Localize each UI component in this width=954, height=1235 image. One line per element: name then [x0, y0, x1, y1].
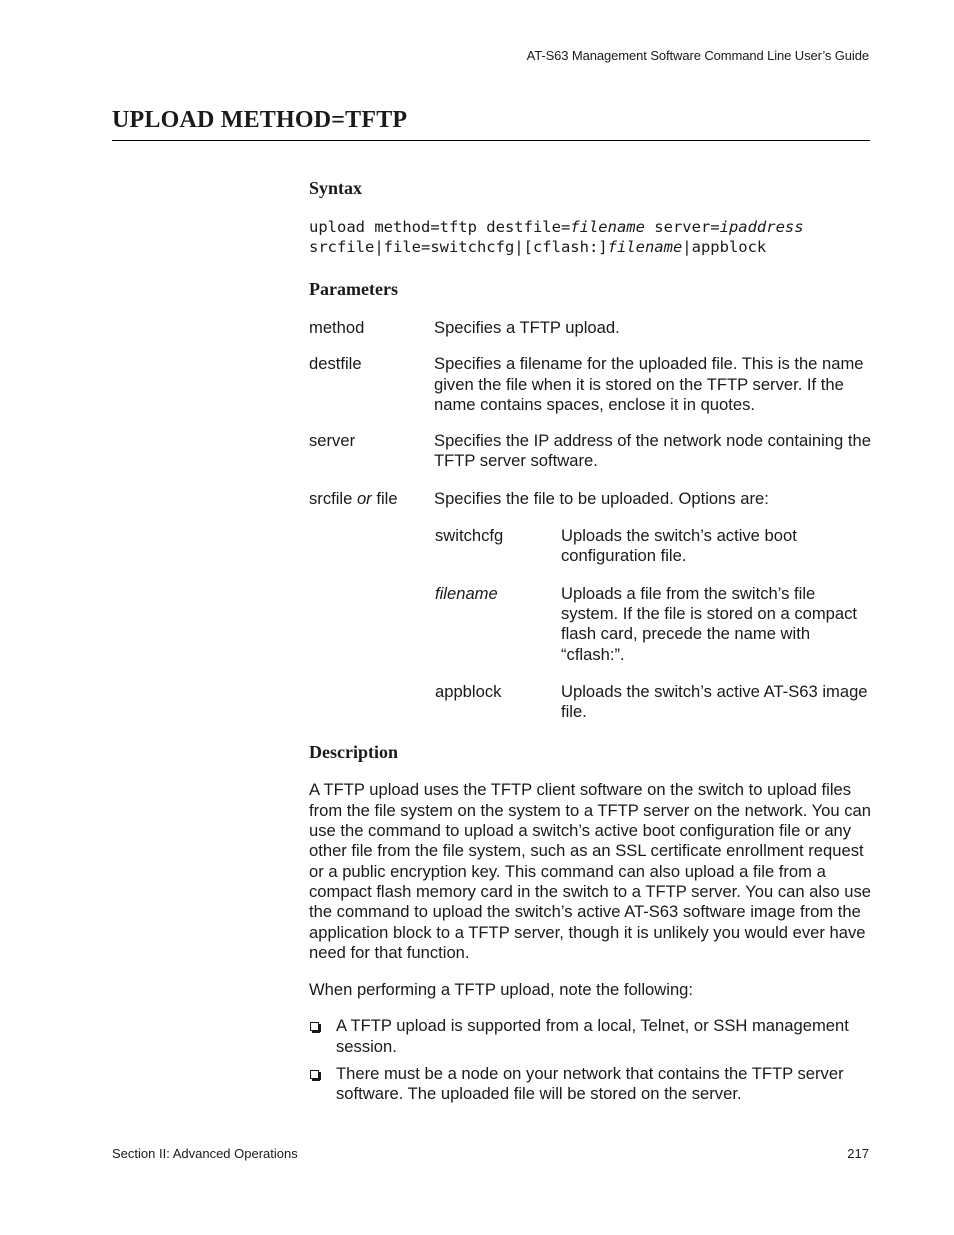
- syntax-line-2: [309, 237, 871, 257]
- param-destfile: [309, 354, 871, 415]
- param-method: [309, 318, 871, 338]
- param-desc: Specifies a filename for the uploaded file. This is the name given the file when it is stored on the TFTP server. If the name contains spaces, enclose it in quotes.: [434, 354, 864, 414]
- syntax-text: upload method=tftp destfile=: [309, 218, 571, 236]
- footer-page-number: 217: [847, 1146, 869, 1161]
- option-name: appblock: [435, 681, 502, 701]
- option-filename: [435, 584, 871, 665]
- syntax-text: |appblock: [682, 238, 767, 256]
- syntax-block: [309, 217, 871, 257]
- syntax-text: server=: [644, 218, 720, 236]
- param-name-or: or: [356, 488, 372, 508]
- description-paragraph: A TFTP upload uses the TFTP client software on the switch to upload files from the file system on the system to a TFTP server on the network. You can use the command to upload a switch’s active boot configuration file or any other file from the file system, such as an SSL certificate enrollment request or a public encryption key. This command can also upload a file from a compact flash memory card in the switch to a TFTP server. You can also use the command to upload the switch’s active AT-S63 software image from the application block to a TFTP server, though it is unlikely you would ever have need for that function.: [309, 780, 871, 962]
- syntax-param: filename: [607, 238, 683, 256]
- bullet-item: [309, 1064, 871, 1105]
- option-switchcfg: [435, 526, 871, 567]
- param-desc: Specifies the file to be uploaded. Options are:: [434, 488, 769, 508]
- option-desc: Uploads the switch’s active boot configuration file.: [561, 526, 797, 566]
- parameters-heading: Parameters: [309, 279, 398, 299]
- option-name: switchcfg: [435, 526, 504, 546]
- description-heading: Description: [309, 742, 398, 763]
- bullet-item: [309, 1016, 871, 1057]
- bullet-text: There must be a node on your network that contains the TFTP server software. The uploaded file will be stored on the server.: [336, 1064, 844, 1104]
- option-appblock: [435, 682, 871, 723]
- option-name: filename: [435, 583, 498, 603]
- param-name: destfile: [309, 354, 362, 374]
- title-rule: [112, 140, 870, 141]
- syntax-param: ipaddress: [719, 218, 804, 236]
- syntax-heading: Syntax: [309, 178, 363, 198]
- checkbox-bullet-icon: [310, 1070, 319, 1079]
- page-title: UPLOAD METHOD=TFTP: [112, 107, 408, 133]
- param-srcfile: [309, 489, 871, 509]
- param-server: [309, 431, 871, 472]
- param-desc: Specifies a TFTP upload.: [434, 318, 620, 337]
- bullet-text: A TFTP upload is supported from a local, Telnet, or SSH management session.: [336, 1016, 849, 1056]
- param-name: method: [309, 318, 365, 337]
- param-name-part: srcfile: [309, 488, 357, 508]
- param-name: [309, 489, 398, 509]
- description-paragraph: When performing a TFTP upload, note the following:: [309, 980, 694, 1000]
- syntax-text: srcfile|file=switchcfg|[cflash:]: [309, 238, 608, 256]
- param-desc: Specifies the IP address of the network node containing the TFTP server software.: [434, 431, 871, 471]
- param-name-part: file: [371, 488, 398, 508]
- param-name: server: [309, 431, 356, 451]
- footer-section: Section II: Advanced Operations: [112, 1146, 298, 1161]
- option-desc: Uploads the switch’s active AT-S63 image file.: [561, 681, 868, 722]
- main-content: [309, 178, 871, 1105]
- option-desc: Uploads a file from the switch’s file system. If the file is stored on a compact flash card, precede the name with “cflash:”.: [561, 583, 858, 664]
- checkbox-bullet-icon: [310, 1022, 319, 1031]
- running-header: AT-S63 Management Software Command Line User’s Guide: [526, 48, 869, 63]
- syntax-line-1: [309, 217, 871, 237]
- syntax-param: filename: [570, 218, 645, 236]
